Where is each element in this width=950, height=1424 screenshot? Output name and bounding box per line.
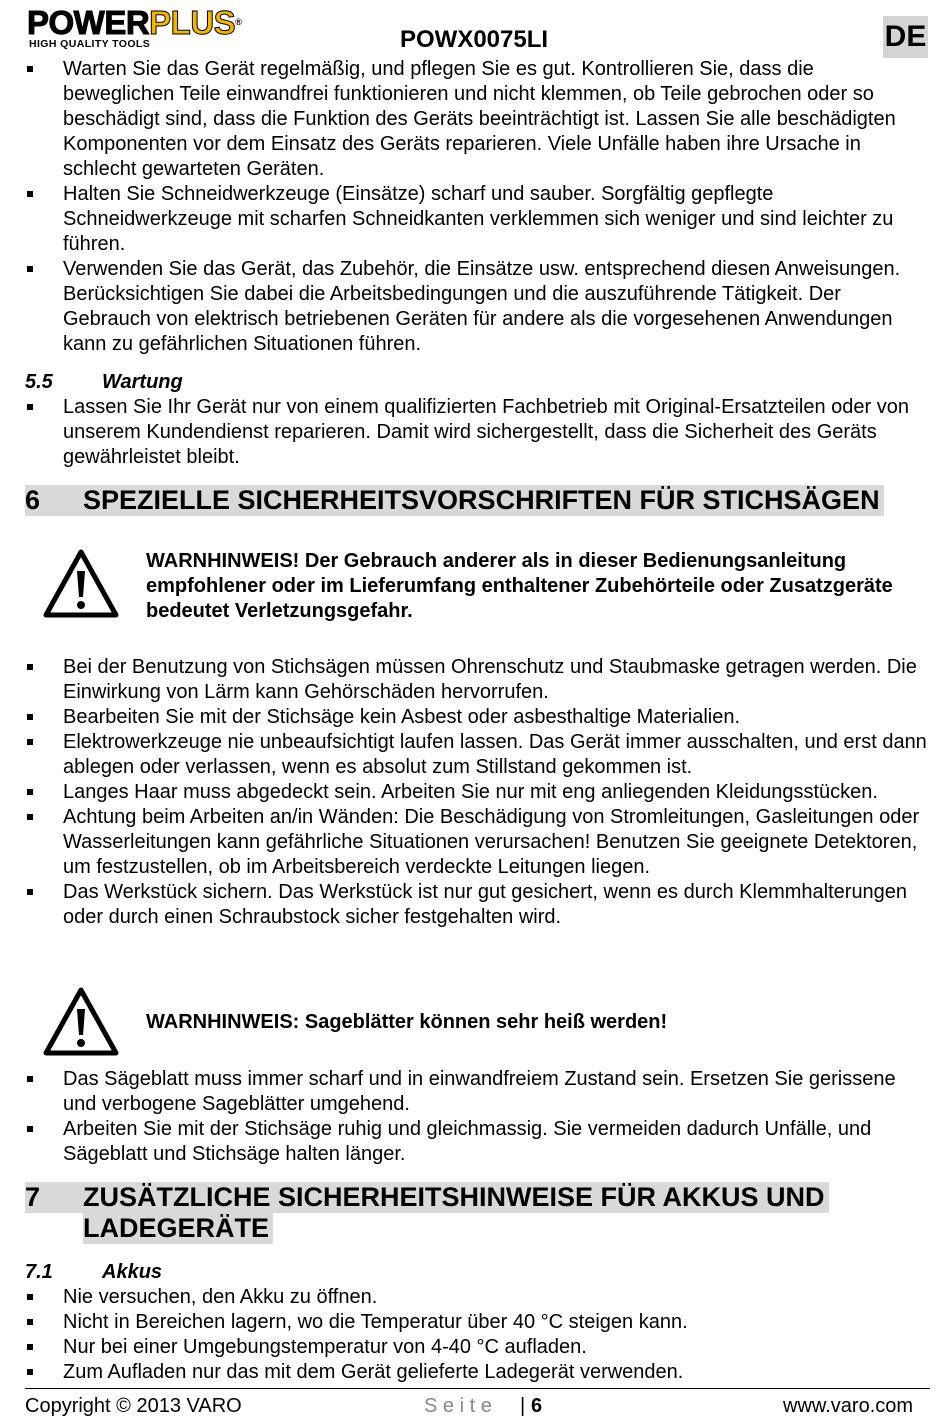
list-item: Das Werkstück sichern. Das Werkstück ist nur gut gesichert, wenn es durch Klemmhalterungen oder durch einen Schraubstock sicher festgehalten wird. — [25, 880, 930, 930]
bullet-square-icon — [27, 1344, 33, 1350]
bullet-square-icon — [27, 1294, 33, 1300]
footer-page-number: 6 — [531, 1395, 543, 1417]
bullet-square-icon — [27, 739, 33, 745]
footer-divider — [25, 1388, 930, 1389]
logo-wordmark — [27, 6, 241, 39]
model-number: POWX0075LI — [400, 26, 549, 53]
bullet-square-icon — [27, 1126, 33, 1132]
bullet-square-icon — [27, 404, 33, 410]
bullet-square-icon — [27, 266, 33, 272]
list-item: Langes Haar muss abgedeckt sein. Arbeiten Sie nur mit eng anliegenden Kleidungsstücken. — [25, 780, 930, 805]
warning-triangle-icon — [42, 548, 120, 620]
section-heading-7: 7 ZUSÄTZLICHE SICHERHEITSHINWEISE FÜR AKKUS UND — [25, 1182, 829, 1213]
brand-logo — [27, 6, 287, 50]
bullet-square-icon — [27, 664, 33, 670]
list-item: Nur bei einer Umgebungstemperatur von 4-40 °C aufladen. — [25, 1335, 930, 1360]
battery-bullet-list — [25, 1285, 930, 1385]
bullet-square-icon — [27, 814, 33, 820]
list-item: Bei der Benutzung von Stichsägen müssen Ohrenschutz und Staubmaske getragen werden. Die Einwirkung von Lärm kann Gehörschäden hervorrufen. — [25, 655, 930, 705]
list-item: Nie versuchen, den Akku zu öffnen. — [25, 1285, 930, 1310]
bullet-square-icon — [27, 789, 33, 795]
list-item: Achtung beim Arbeiten an/in Wänden: Die Beschädigung von Stromleitungen, Gasleitungen oder Wasserleitungen kann gefährliche Situationen verursachen! Benutzen Sie geeignete Detektoren, um festzustellen, ob im Arbeitsbereich verdeckte Leitungen liegen. — [25, 805, 930, 880]
list-item: Das Sägeblatt muss immer scharf und in einwandfreiem Zustand sein. Ersetzen Sie gerissene und verbogene Sageblätter umgehend. — [25, 1067, 930, 1117]
footer-copyright: Copyright © 2013 VARO — [25, 1395, 242, 1417]
list-item: Elektrowerkzeuge nie unbeaufsichtigt laufen lassen. Das Gerät immer ausschalten, und erst dann ablegen oder verlassen, wenn es absolut zum Stillstand gekommen ist. — [25, 730, 930, 780]
warning-triangle-icon — [42, 986, 120, 1058]
bullet-square-icon — [27, 191, 33, 197]
list-item: Arbeiten Sie mit der Stichsäge ruhig und gleichmassig. Sie vermeiden dadurch Unfälle, und Sägeblatt und Stichsäge halten länger. — [25, 1117, 930, 1167]
language-badge: DE — [883, 16, 928, 58]
footer-page-separator: | — [520, 1395, 526, 1417]
list-item: Bearbeiten Sie mit der Stichsäge kein Asbest oder asbesthaltige Materialien. — [25, 705, 930, 730]
warning-note-accessories: WARNHINWEIS! Der Gebrauch anderer als in dieser Bedienungsanleitung empfohlener oder im Lieferumfang enthaltener Zubehörteile oder Zusatzgeräte bedeutet Verletzungsgefahr. — [146, 550, 893, 622]
logo-power: POWER — [27, 4, 150, 41]
footer-website-link[interactable]: www.varo.com — [783, 1395, 914, 1417]
section-heading-6: 6 SPEZIELLE SICHERHEITSVORSCHRIFTEN FÜR STICHSÄGEN — [25, 485, 884, 516]
logo-plus: PLUS — [149, 4, 236, 41]
maintenance-bullet-list — [25, 395, 930, 470]
footer-page-label: S e i t e — [424, 1395, 492, 1417]
bullet-square-icon — [27, 1319, 33, 1325]
list-item: Verwenden Sie das Gerät, das Zubehör, die Einsätze usw. entsprechend diesen Anweisungen. Berücksichtigen Sie dabei die Arbeitsbedingungen und die auszuführende Tätigkeit. Der Gebrauch von elektrisch betriebenen Geräten für andere als die vorgesehenen Anwendungen kann zu gefährlichen Situationen führen. — [25, 257, 930, 357]
bullet-square-icon — [27, 1369, 33, 1375]
subsection-heading-7-1: 7.1 Akkus — [25, 1261, 163, 1283]
list-item: Zum Aufladen nur das mit dem Gerät gelieferte Ladegerät verwenden. — [25, 1360, 930, 1385]
logo-registered: ® — [235, 17, 242, 27]
bullet-square-icon — [27, 1076, 33, 1082]
bullet-square-icon — [27, 889, 33, 895]
bullet-square-icon — [27, 714, 33, 720]
warning-note-hot-blades: WARNHINWEIS: Sageblätter können sehr heiß werden! — [146, 1011, 668, 1033]
list-item: Warten Sie das Gerät regelmäßig, und pflegen Sie es gut. Kontrollieren Sie, dass die beweglichen Teile einwandfrei funktionieren und nicht klemmen, ob Teile gebrochen oder so beschädigt sind, dass die Funktion des Geräts beeinträchtigt ist. Lassen Sie alle beschädigten Komponenten vor dem Einsatz des Geräts reparieren. Viele Unfälle haben ihre Ursache in schlecht gewarteten Geräten. — [25, 57, 930, 182]
intro-bullet-list — [25, 57, 930, 357]
subsection-heading-5-5: 5.5 Wartung — [25, 371, 183, 393]
saw-blade-bullet-list — [25, 1067, 930, 1167]
list-item: Halten Sie Schneidwerkzeuge (Einsätze) scharf und sauber. Sorgfältig gepflegte Schneidwerkzeuge mit scharfen Schneidkanten verklemmen sich weniger und sind leichter zu führen. — [25, 182, 930, 257]
jigsaw-safety-bullet-list — [25, 655, 930, 930]
list-item: Nicht in Bereichen lagern, wo die Temperatur über 40 °C steigen kann. — [25, 1310, 930, 1335]
logo-tagline: HIGH QUALITY TOOLS — [29, 38, 151, 50]
section-heading-7-line2: LADEGERÄTE — [83, 1213, 273, 1244]
list-item: Lassen Sie Ihr Gerät nur von einem qualifizierten Fachbetrieb mit Original-Ersatzteilen oder von unserem Kundendienst reparieren. Damit wird sichergestellt, dass die Sicherheit des Geräts gewährleistet bleibt. — [25, 395, 930, 470]
bullet-square-icon — [27, 66, 33, 72]
